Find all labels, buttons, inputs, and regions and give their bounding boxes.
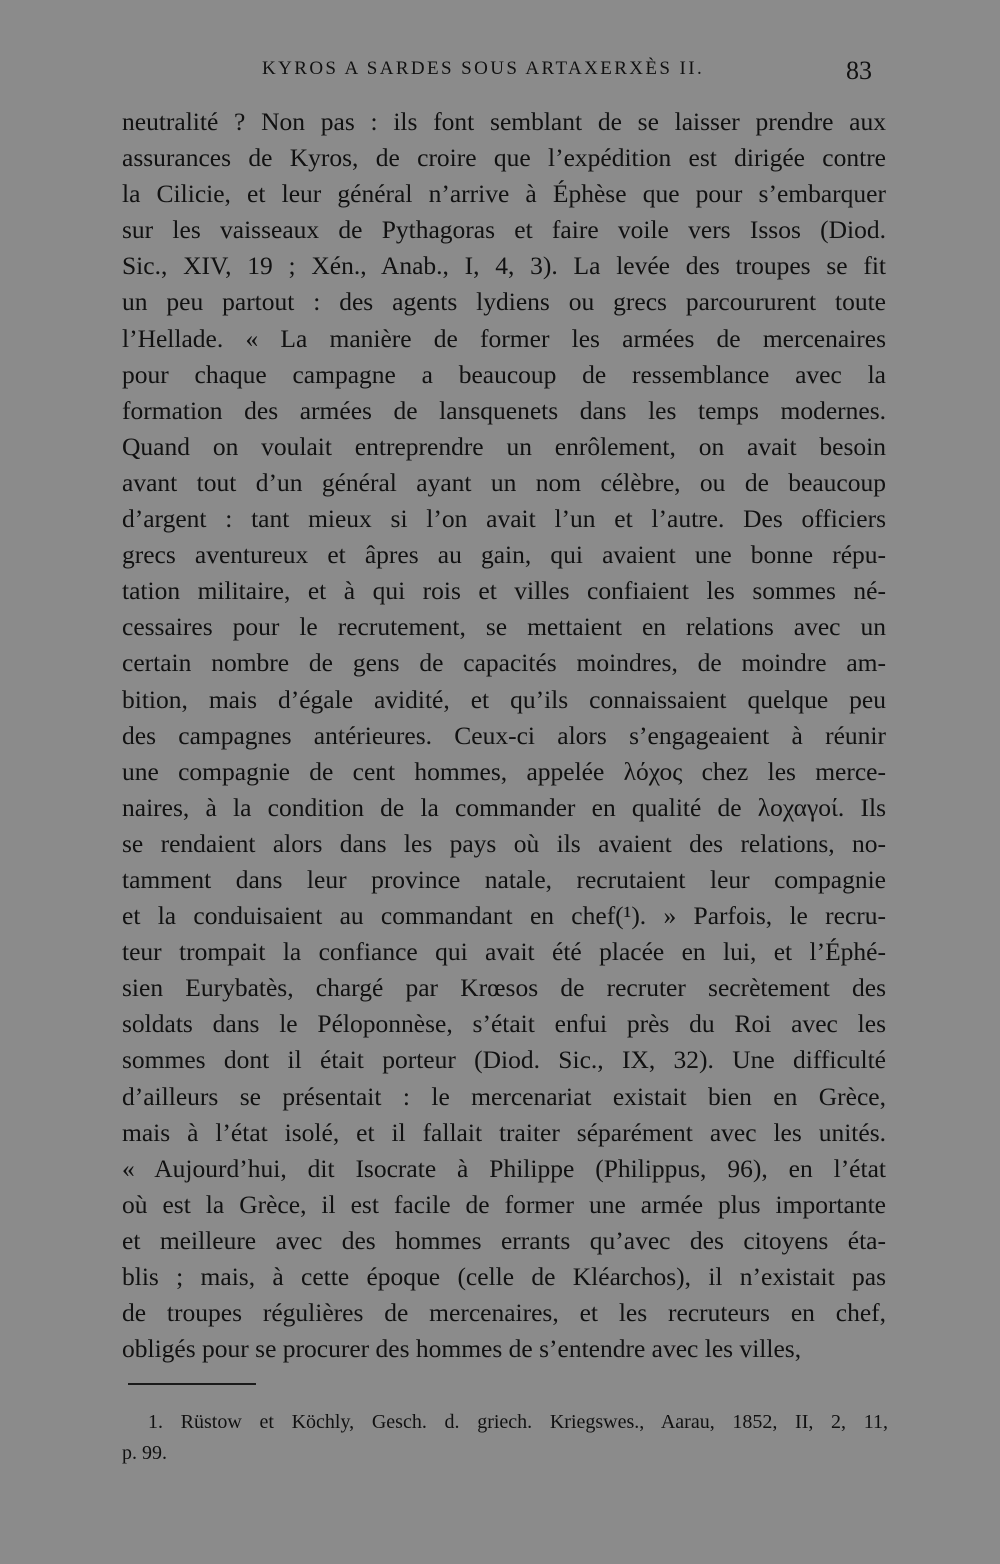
text-line: avant tout d’un général ayant un nom célèbre, ou de beaucoup <box>122 467 886 497</box>
text-line: où est la Grèce, il est facile de former une armée plus importante <box>122 1189 886 1219</box>
text-line: obligés pour se procurer des hommes de s’entendre avec les villes, <box>122 1334 802 1364</box>
text-line: naires, à la condition de la commander en qualité de λοχαγοί. Ils <box>122 792 886 822</box>
footnote-line: p. 99. <box>122 1442 167 1464</box>
text-line: d’argent : tant mieux si l’on avait l’un et l’autre. Des officiers <box>122 504 886 534</box>
text-line: mais à l’état isolé, et il fallait traiter séparément avec les unités. <box>122 1117 886 1147</box>
text-line: Quand on voulait entreprendre un enrôlement, on avait besoin <box>122 431 886 461</box>
text-line: une compagnie de cent hommes, appelée λόχος chez les merce- <box>122 756 886 786</box>
text-line: bition, mais d’égale avidité, et qu’ils connaissaient quelque peu <box>122 684 886 714</box>
footnote-rule <box>128 1383 256 1385</box>
text-line: et la conduisaient au commandant en chef(¹). » Parfois, le recru- <box>122 901 886 931</box>
footnote <box>122 1407 888 1469</box>
text-line: neutralité ? Non pas : ils font semblant de se laisser prendre aux <box>122 107 886 136</box>
text-line: un peu partout : des agents lydiens ou grecs parcoururent toute <box>122 287 886 317</box>
text-line: Sic., XIV, 19 ; Xén., Anab., I, 4, 3). La levée des troupes se fit <box>122 251 886 281</box>
text-line: pour chaque campagne a beaucoup de ressemblance avec la <box>122 359 886 389</box>
page-number: 83 <box>846 56 872 85</box>
text-line: sur les vaisseaux de Pythagoras et faire voile vers Issos (Diod. <box>122 215 886 245</box>
text-line: sien Eurybatès, chargé par Krœsos de recruter secrètement des <box>122 973 886 1003</box>
text-line: tation militaire, et à qui rois et villes confiaient les sommes né- <box>122 576 886 606</box>
text-line: formation des armées de lansquenets dans les temps modernes. <box>122 395 886 425</box>
text-line: « Aujourd’hui, dit Isocrate à Philippe (Philippus, 96), en l’état <box>122 1153 886 1183</box>
text-line: d’ailleurs se présentait : le mercenariat existait bien en Grèce, <box>122 1081 886 1111</box>
text-line: tamment dans leur province natale, recrutaient leur compagnie <box>122 864 886 894</box>
running-head: KYROS A SARDES SOUS ARTAXERXÈS II. <box>262 58 705 79</box>
text-line: grecs aventureux et âpres au gain, qui avaient une bonne répu- <box>122 540 886 570</box>
text-line: la Cilicie, et leur général n’arrive à Éphèse que pour s’embarquer <box>122 179 886 209</box>
text-line: des campagnes antérieures. Ceux-ci alors s’engageaient à réunir <box>122 720 886 750</box>
text-line: certain nombre de gens de capacités moindres, de moindre am- <box>122 648 886 678</box>
text-line: se rendaient alors dans les pays où ils avaient des relations, no- <box>122 828 886 858</box>
footnote-line: 1. Rüstow et Köchly, Gesch. d. griech. Kriegswes., Aarau, 1852, II, 2, 11, <box>148 1411 888 1433</box>
text-line: assurances de Kyros, de croire que l’expédition est dirigée contre <box>122 143 886 173</box>
text-line: sommes dont il était porteur (Diod. Sic., IX, 32). Une difficulté <box>122 1045 886 1075</box>
body-text <box>122 104 886 1367</box>
text-line: cessaires pour le recrutement, se mettaient en relations avec un <box>122 612 886 642</box>
text-line: l’Hellade. « La manière de former les armées de mercenaires <box>122 323 886 353</box>
text-line: et meilleure avec des hommes errants qu’avec des citoyens éta- <box>122 1225 886 1255</box>
text-line: soldats dans le Péloponnèse, s’était enfui près du Roi avec les <box>122 1009 886 1039</box>
text-line: de troupes régulières de mercenaires, et les recruteurs en chef, <box>122 1298 886 1328</box>
text-line: teur trompait la confiance qui avait été placée en lui, et l’Éphé- <box>122 937 886 967</box>
text-line: blis ; mais, à cette époque (celle de Kléarchos), il n’existait pas <box>122 1262 886 1291</box>
